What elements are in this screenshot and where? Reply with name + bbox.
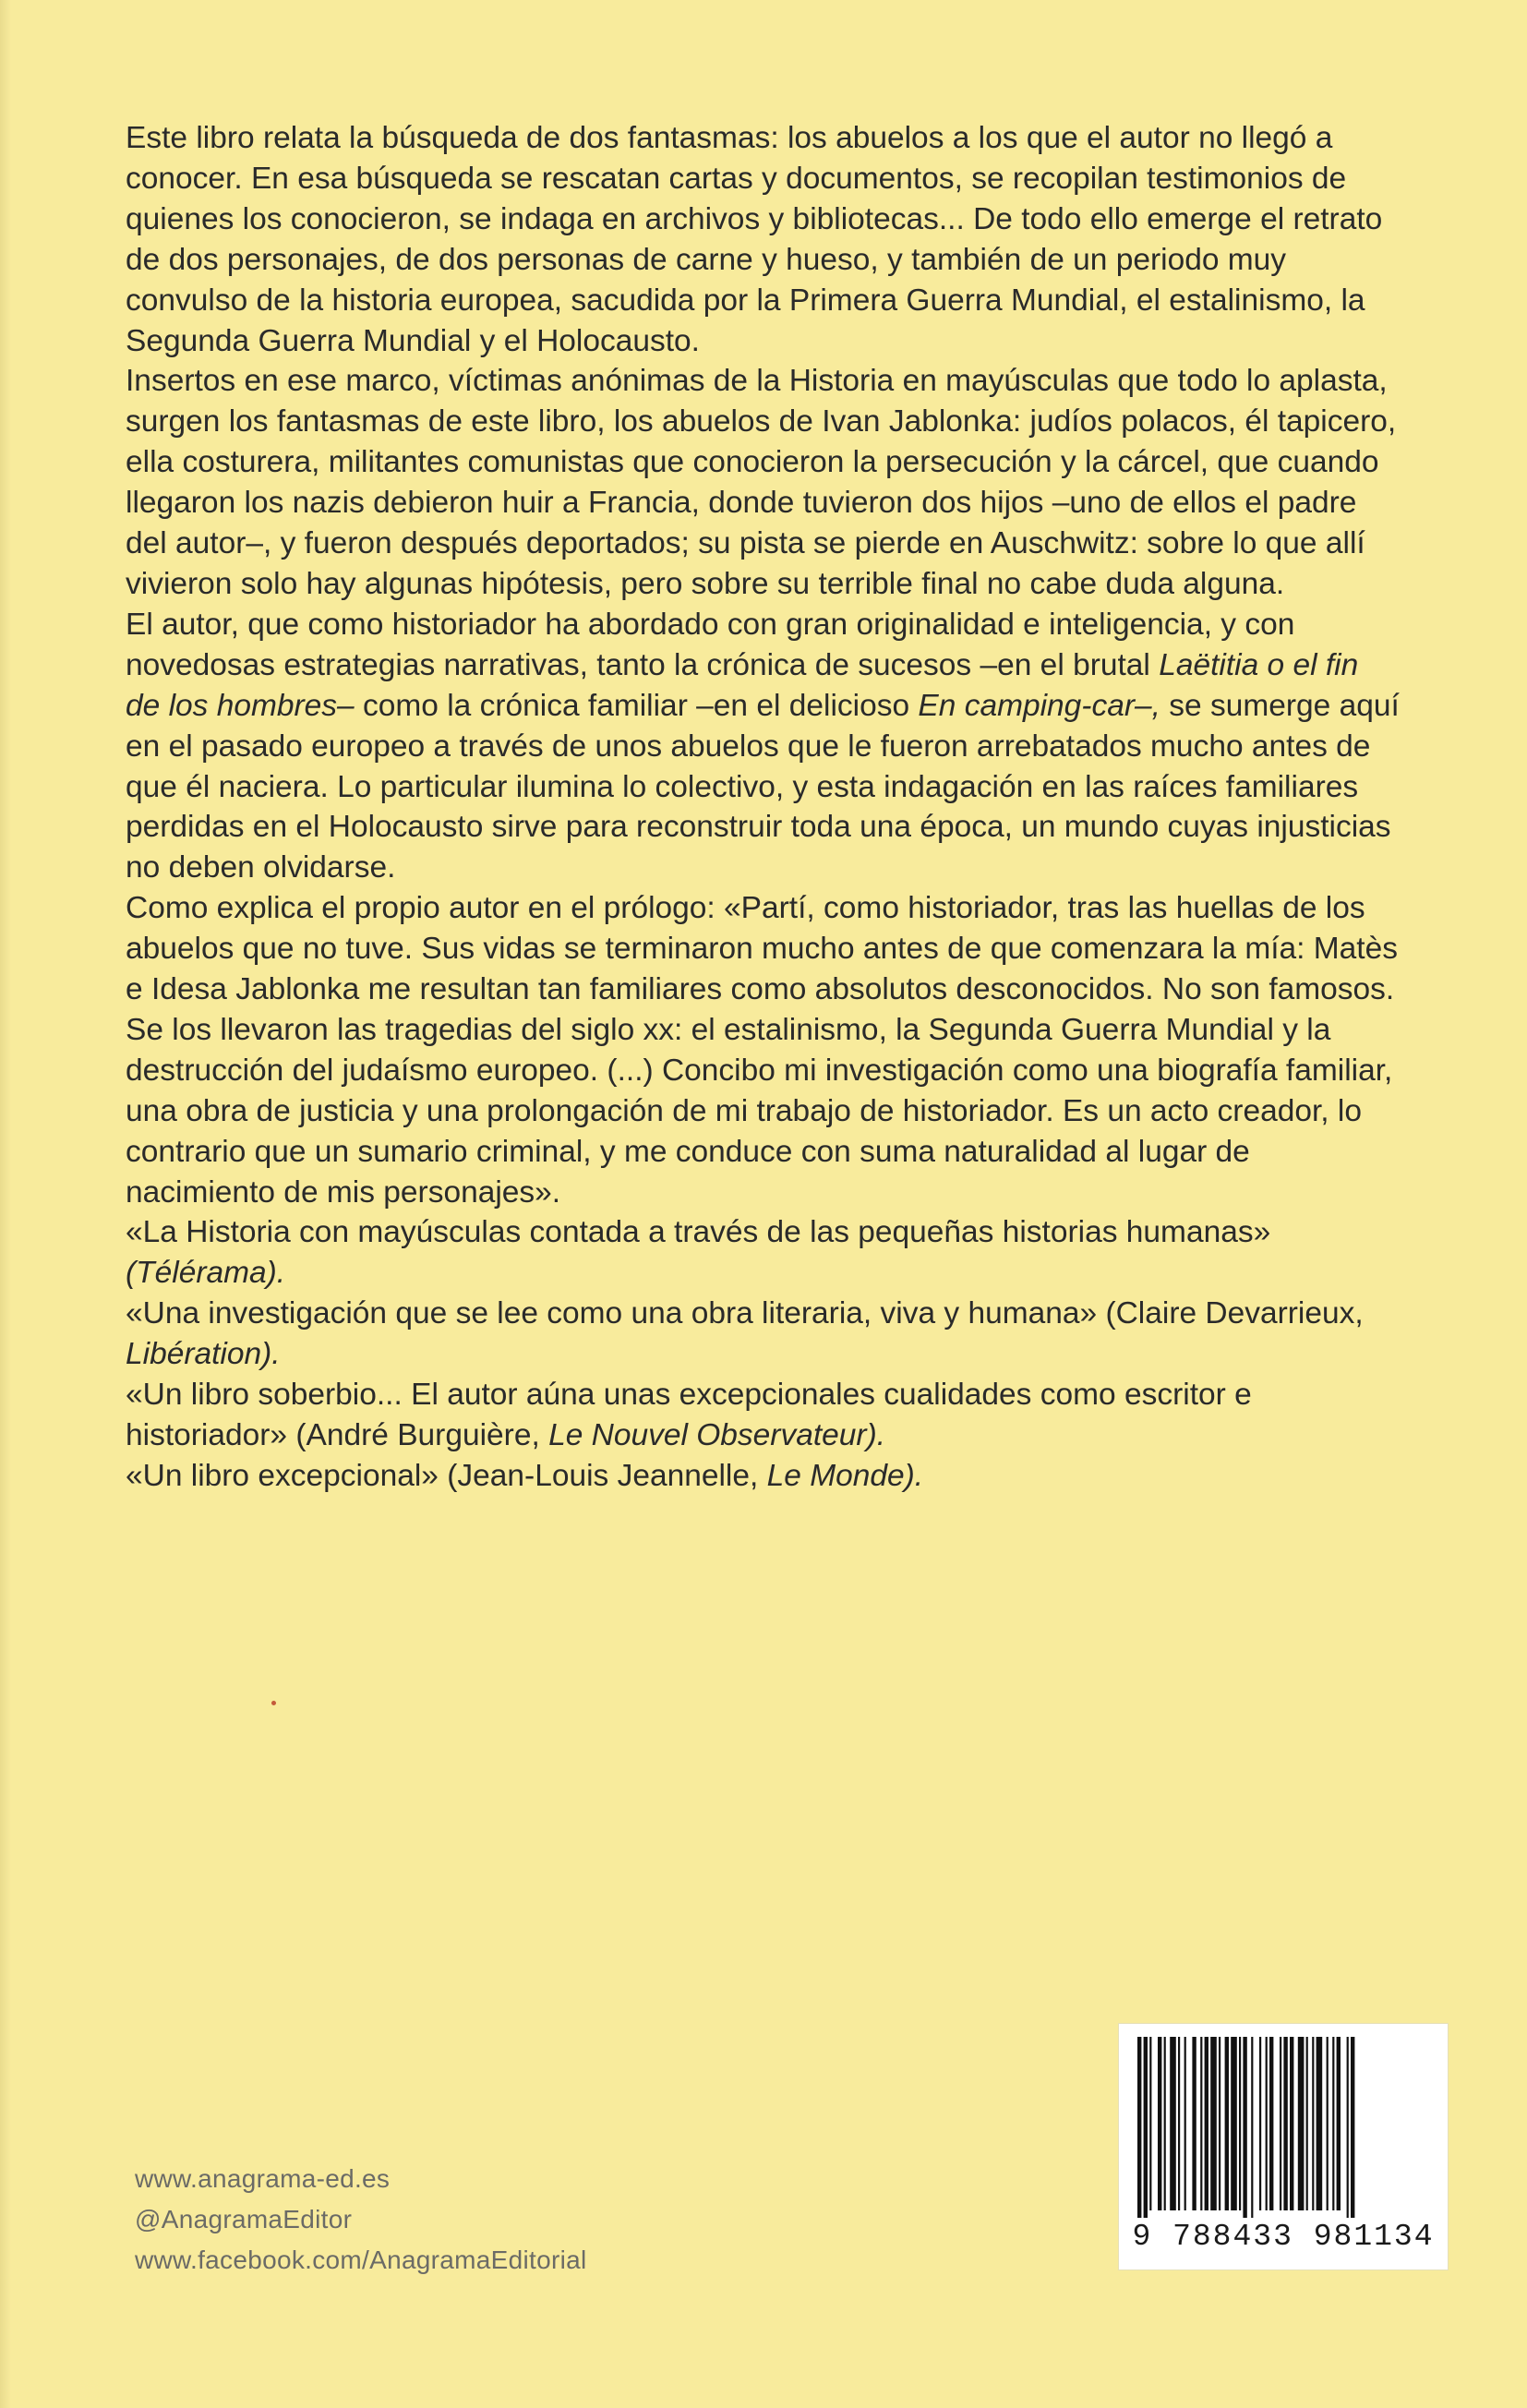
- barcode-bar: [1239, 2037, 1241, 2210]
- print-speck: [271, 1701, 276, 1705]
- barcode-bar: [1225, 2037, 1229, 2210]
- barcode-bar: [1144, 2037, 1148, 2218]
- blurb-paragraph-2: Insertos en ese marco, víctimas anónimas de la Historia en mayúsculas que todo lo aplasta, surgen los fantasmas de este libro, los abuelos de Ivan Jablonka: judíos polacos, él tapicero, ella costurera, militantes comunistas que conocieron la persecución y la cárcel, que cuando llegaron los nazis debieron huir a Francia, donde tuvieron dos hijos –uno de ellos el padre del autor–, y fueron después deportados; su pista se pierde en Auschwitz: sobre lo que allí vivieron solo hay algunas hipótesis, pero sobre su terrible final no cabe duda alguna.: [126, 364, 1397, 601]
- review-source: Le Nouvel Observateur).: [548, 1418, 886, 1452]
- barcode-bar: [1210, 2037, 1217, 2210]
- publisher-links: [135, 2159, 587, 2281]
- isbn-number: [1119, 2220, 1448, 2254]
- cover-edge-shadow: [0, 0, 11, 2408]
- barcode-bar: [1170, 2037, 1176, 2210]
- isbn-left-group: 788433: [1172, 2220, 1293, 2254]
- publisher-twitter-handle[interactable]: @AnagramaEditor: [135, 2205, 353, 2233]
- blurb-p3-part-c: como la crónica familiar –en el delicioso: [354, 688, 919, 723]
- review-quote-text: «La Historia con mayúsculas contada a través de las pequeñas historias humanas»: [126, 1215, 1271, 1250]
- barcode-bar: [1290, 2037, 1293, 2210]
- barcode-bar: [1158, 2037, 1161, 2210]
- barcode-bar: [1332, 2037, 1334, 2210]
- barcode-bar: [1312, 2037, 1314, 2210]
- barcode-bar: [1231, 2037, 1237, 2210]
- barcode-bar: [1164, 2037, 1166, 2210]
- barcode-bar: [1184, 2037, 1186, 2210]
- blurb-p3-part-e: se sumerge aquí en el pasado europeo a través de unos abuelos que le fueron arrebatados mucho antes de que él naciera. Lo particular ilumina lo colectivo, y esta indagación en las raíces familiares perdidas en el Holocausto sirve para reconstruir toda una época, un mundo cuyas injusticias no deben olvidarse.: [126, 688, 1400, 885]
- barcode-bar: [1269, 2037, 1273, 2210]
- barcode-bar: [1351, 2037, 1354, 2218]
- barcode-bar: [1137, 2037, 1141, 2218]
- isbn-barcode: [1119, 2024, 1448, 2270]
- blurb-paragraph-1: Este libro relata la búsqueda de dos fantasmas: los abuelos a los que el autor no llegó a conocer. En esa búsqueda se rescatan cartas y documentos, se recopilan testimonios de quienes los conocieron, se indaga en archivos y bibliotecas... De todo ello emerge el retrato de dos personajes, de dos personas de carne y hueso, y también de un periodo muy convulso de la historia europea, sacudida por la Primera Guerra Mundial, el estalinismo, la Segunda Guerra Mundial y el Holocausto.: [126, 121, 1383, 358]
- barcode-bar: [1149, 2037, 1151, 2210]
- review-quote-liberation: [126, 1294, 1400, 1375]
- back-cover-blurb: [126, 118, 1400, 1497]
- review-quote-text: «Un libro soberbio... El autor aúna unas excepcionales cualidades como escritor e historiador» (André Burguière,: [126, 1378, 1252, 1452]
- barcode-bar: [1251, 2037, 1253, 2218]
- barcode-bar: [1243, 2037, 1246, 2218]
- review-source: (Télérama).: [126, 1256, 286, 1291]
- barcode-bar: [1283, 2037, 1287, 2210]
- barcode-bar: [1317, 2037, 1323, 2210]
- barcode-bar: [1327, 2037, 1329, 2210]
- barcode-bar: [1219, 2037, 1220, 2210]
- barcode-bar: [1200, 2037, 1202, 2210]
- barcode-bar: [1337, 2037, 1341, 2210]
- review-quote-text: «Una investigación que se lee como una obra literaria, viva y humana» (Claire Devarrieux,: [126, 1296, 1364, 1331]
- barcode-bar: [1178, 2037, 1180, 2210]
- review-quote-text: «Un libro excepcional» (Jean-Louis Jeannelle,: [126, 1458, 767, 1493]
- publisher-website-link[interactable]: www.anagrama-ed.es: [135, 2164, 391, 2193]
- barcode-bar: [1266, 2037, 1268, 2210]
- barcode-bar: [1192, 2037, 1196, 2210]
- book-title-laetitia: Laëtitia o el fin de los hombres–: [126, 647, 1359, 723]
- barcode-bar: [1347, 2037, 1349, 2218]
- review-source: Le Monde).: [766, 1458, 924, 1493]
- review-quote-telerama: [126, 1212, 1400, 1294]
- barcode-bar: [1298, 2037, 1305, 2210]
- isbn-first-digit: 9: [1132, 2220, 1153, 2254]
- barcode-bar: [1259, 2037, 1261, 2210]
- review-source: Libération).: [126, 1337, 281, 1372]
- blurb-paragraph-4-author-quote: Como explica el propio autor en el prólogo: «Partí, como historiador, tras las huellas de los abuelos que no tuve. Sus vidas se terminaron mucho antes de que comenzara la mía: Matès e Idesa Jablonka me resultan tan familiares como absolutos desconocidos. No son famosos. Se los llevaron las tragedias del siglo xx: el estalinismo, la Segunda Guerra Mundial y la destrucción del judaísmo europeo. (...) Concibo mi investigación como una biografía familiar, una obra de justicia y una prolongación de mi trabajo de historiador. Es un acto creador, lo contrario que un sumario criminal, y me conduce con suma naturalidad al lugar de nacimiento de mis personajes».: [126, 891, 1398, 1210]
- barcode-bars: [1136, 2037, 1431, 2218]
- blurb-p3-part-a: El autor, que como historiador ha abordado con gran originalidad e inteligencia, y con novedosas estrategias narrativas, tanto la crónica de sucesos –en el brutal: [126, 607, 1295, 682]
- barcode-bar: [1306, 2037, 1308, 2210]
- book-title-camping-car: En camping-car–,: [918, 688, 1160, 723]
- publisher-facebook-link[interactable]: www.facebook.com/AnagramaEditorial: [135, 2245, 587, 2274]
- review-quote-le-monde: [126, 1456, 1400, 1497]
- isbn-right-group: 981134: [1313, 2220, 1435, 2254]
- blurb-paragraph-3: [126, 605, 1400, 888]
- review-quote-nouvel-observateur: [126, 1375, 1400, 1456]
- barcode-bar: [1205, 2037, 1208, 2210]
- barcode-bar: [1280, 2037, 1281, 2210]
